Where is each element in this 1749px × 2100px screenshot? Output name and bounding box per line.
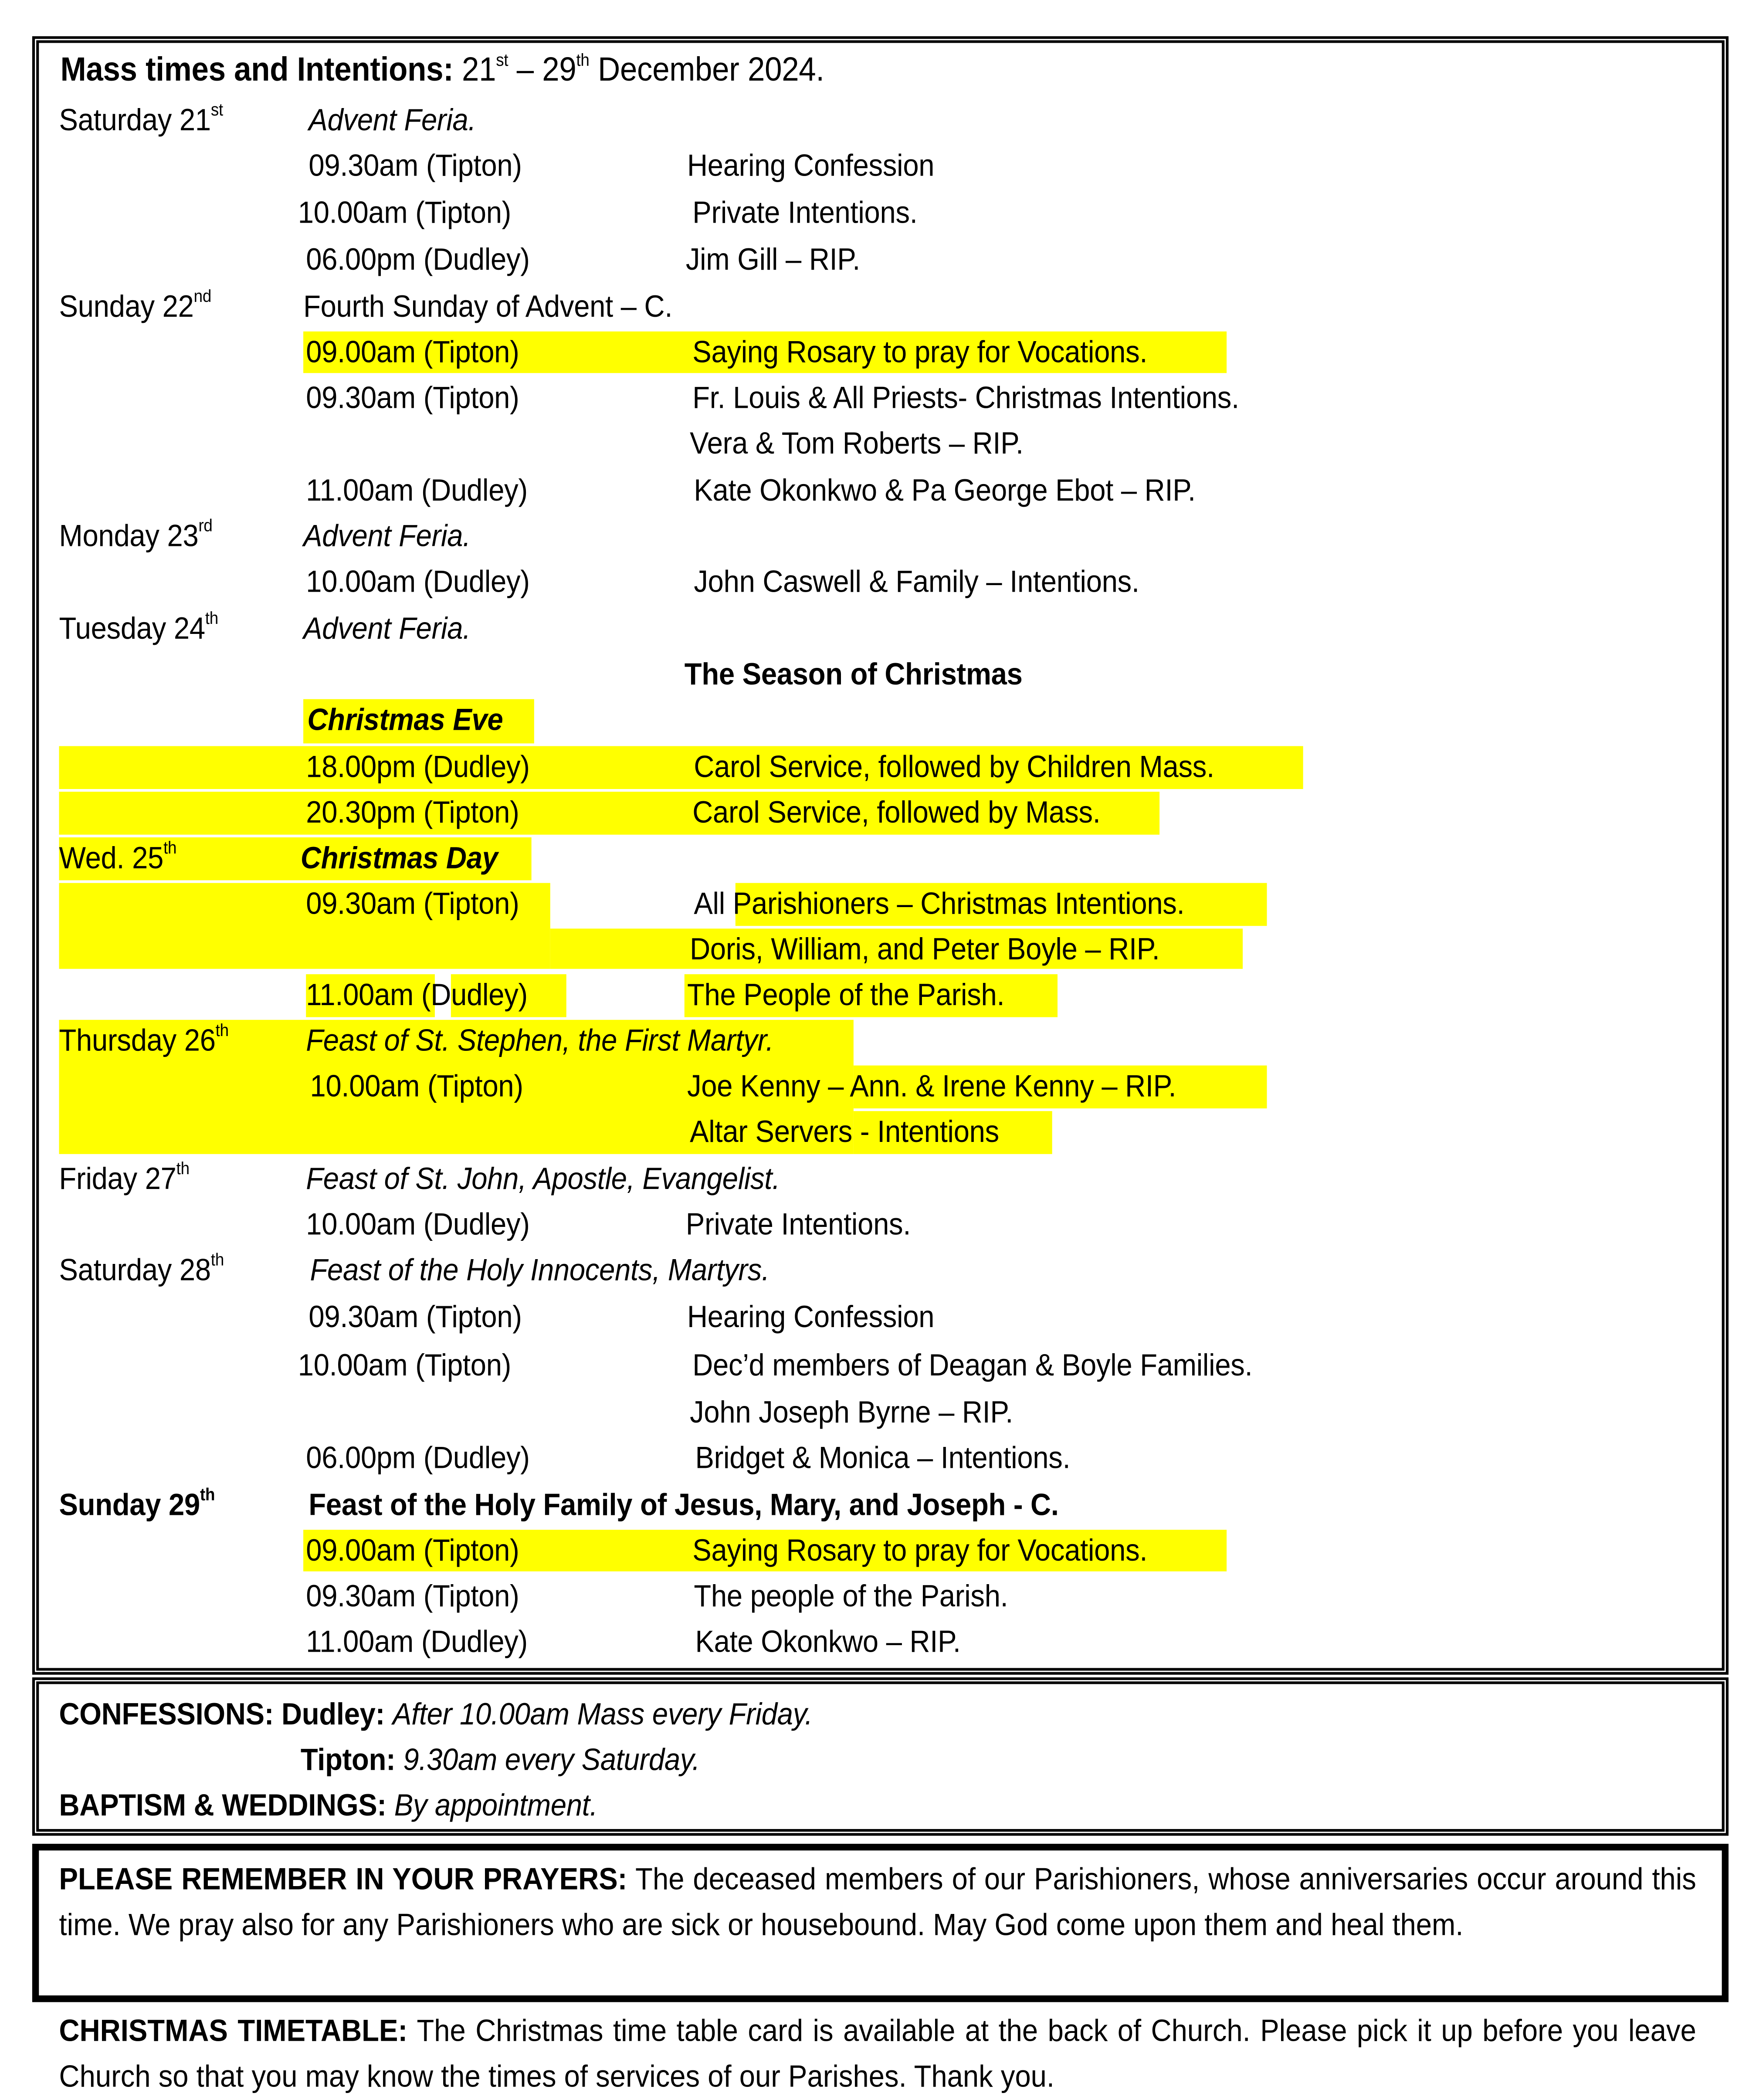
confessions-dudley-line: CONFESSIONS: Dudley: After 10.00am Mass every Friday.	[59, 1696, 813, 1731]
mass-intention: Kate Okonkwo & Pa George Ebot – RIP.	[694, 472, 1196, 508]
mass-intention: The People of the Parish.	[687, 977, 1005, 1012]
mass-time: 10.00am (Tipton)	[310, 1068, 523, 1103]
feast-name: Feast of the Holy Family of Jesus, Mary, and Joseph - C.	[308, 1487, 1059, 1522]
mass-intention: Bridget & Monica – Intentions.	[695, 1440, 1071, 1475]
baptism-line: BAPTISM & WEDDINGS: By appointment.	[59, 1787, 598, 1822]
mass-time: 10.00am (Dudley)	[306, 1206, 530, 1241]
mass-time: 09.00am (Tipton)	[306, 334, 519, 369]
timetable-paragraph: CHRISTMAS TIMETABLE: The Christmas time table card is available at the back of Church. Please pick it up before you leave Church so that you may know the times of services of our Parishes. Thank you.	[59, 2013, 1696, 2093]
mass-time: 09.30am (Tipton)	[306, 885, 519, 921]
mass-intention: John Caswell & Family – Intentions.	[694, 563, 1139, 599]
day-label: Monday 23rd	[59, 515, 213, 553]
mass-intention: Hearing Confession	[687, 147, 935, 183]
mass-time: 09.30am (Tipton)	[306, 1578, 519, 1613]
mass-time: 06.00pm (Dudley)	[306, 241, 530, 277]
feast-name: Feast of St. John, Apostle, Evangelist.	[306, 1161, 780, 1196]
mass-intention: John Joseph Byrne – RIP.	[690, 1394, 1013, 1429]
feast-name: Christmas Day	[300, 840, 498, 875]
mass-time: 09.00am (Tipton)	[306, 1532, 519, 1568]
prayers-paragraph: PLEASE REMEMBER IN YOUR PRAYERS: The deceased members of our Parishioners, whose anniversaries occur around this time. We pray also for any Parishioners who are sick or housebound. May God come upon them and heal them.	[59, 1861, 1696, 1942]
mass-intention: Jim Gill – RIP.	[685, 241, 861, 277]
day-label: Tuesday 24th	[59, 608, 219, 646]
mass-intention: Joe Kenny – Ann. & Irene Kenny – RIP.	[687, 1068, 1176, 1103]
day-label: Saturday 28th	[59, 1250, 224, 1287]
mass-intention: The people of the Parish.	[694, 1578, 1008, 1613]
mass-intention: All Parishioners – Christmas Intentions.	[694, 885, 1185, 921]
confessions-tipton-line: Tipton: 9.30am every Saturday.	[300, 1741, 700, 1777]
mass-intention: Altar Servers - Intentions	[690, 1114, 999, 1149]
feast-name: Fourth Sunday of Advent – C.	[303, 288, 673, 324]
mass-intention: Private Intentions.	[685, 1206, 911, 1241]
day-label: Wed. 25th	[59, 837, 177, 875]
mass-intention: Dec’d members of Deagan & Boyle Families.	[692, 1347, 1253, 1382]
mass-time: 09.30am (Tipton)	[308, 1299, 522, 1334]
mass-intention: Private Intentions.	[692, 194, 918, 230]
mass-time: 10.00am (Tipton)	[298, 194, 512, 230]
feast-name: Feast of St. Stephen, the First Martyr.	[306, 1022, 774, 1058]
day-label: Friday 27th	[59, 1158, 190, 1196]
mass-time: 11.00am (Dudley)	[306, 472, 528, 508]
feast-name: Advent Feria.	[303, 610, 471, 646]
mass-time: 06.00pm (Dudley)	[306, 1440, 530, 1475]
mass-intention: Fr. Louis & All Priests- Christmas Intentions.	[692, 379, 1239, 415]
mass-intention: Vera & Tom Roberts – RIP.	[690, 425, 1024, 461]
feast-name: Feast of the Holy Innocents, Martyrs.	[310, 1252, 769, 1287]
feast-name: Advent Feria.	[303, 518, 471, 553]
mass-time: 11.00am (Dudley)	[306, 977, 528, 1012]
mass-time: 09.30am (Tipton)	[306, 379, 519, 415]
mass-time: 10.00am (Tipton)	[298, 1347, 512, 1382]
christmas-eve-label: Christmas Eve	[307, 701, 503, 737]
mass-time: 18.00pm (Dudley)	[306, 749, 530, 784]
mass-intention: Kate Okonkwo – RIP.	[695, 1623, 961, 1659]
mass-intention: Doris, William, and Peter Boyle – RIP.	[690, 931, 1160, 966]
mass-intention: Hearing Confession	[687, 1299, 935, 1334]
season-heading: The Season of Christmas	[684, 656, 1023, 691]
mass-intention: Saying Rosary to pray for Vocations.	[692, 1532, 1148, 1568]
day-label: Thursday 26th	[59, 1020, 229, 1058]
mass-times-heading: Mass times and Intentions: 21st – 29th December 2024.	[60, 49, 824, 89]
mass-intention: Carol Service, followed by Children Mass.	[694, 749, 1214, 784]
day-label: Saturday 21st	[59, 99, 223, 137]
mass-time: 10.00am (Dudley)	[306, 563, 530, 599]
day-label: Sunday 29th	[59, 1484, 215, 1522]
day-label: Sunday 22nd	[59, 286, 212, 324]
mass-time: 20.30pm (Tipton)	[306, 794, 519, 830]
mass-time: 09.30am (Tipton)	[308, 147, 522, 183]
mass-intention: Carol Service, followed by Mass.	[692, 794, 1101, 830]
feast-name: Advent Feria.	[308, 102, 476, 137]
mass-intention: Saying Rosary to pray for Vocations.	[692, 334, 1148, 369]
mass-time: 11.00am (Dudley)	[306, 1623, 528, 1659]
